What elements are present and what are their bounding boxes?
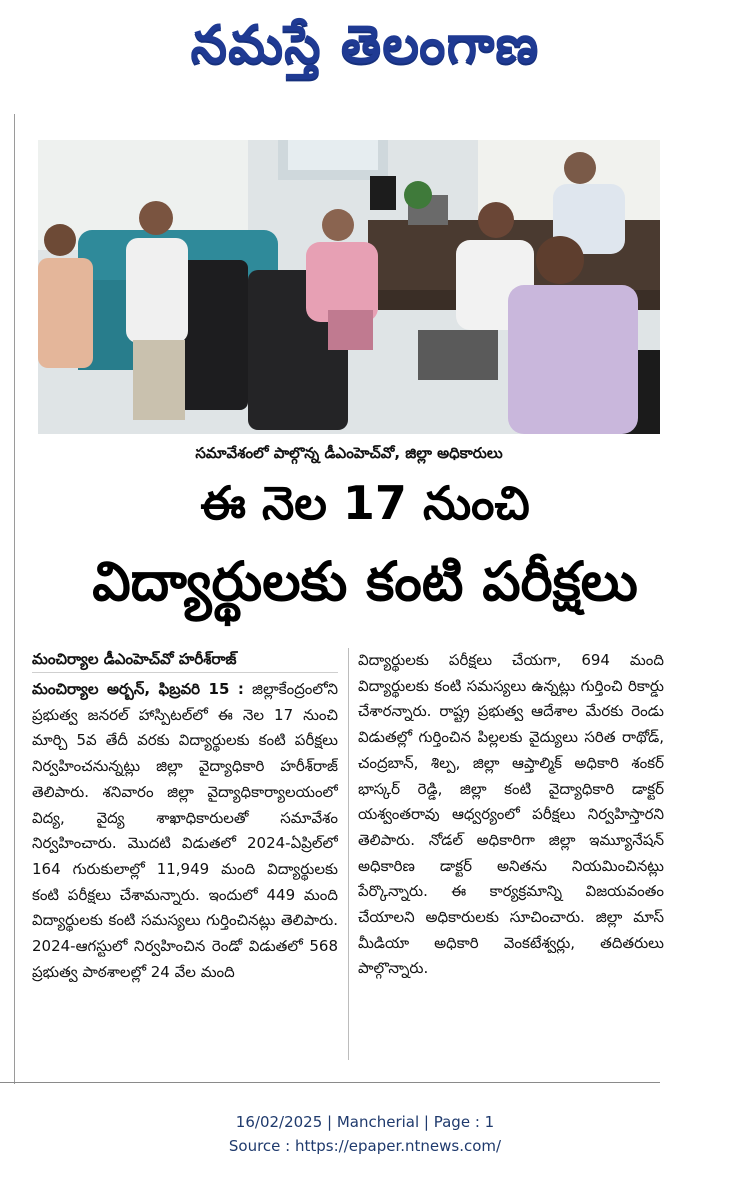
headline-line-2: విద్యార్థులకు కంటి పరీక్షలు bbox=[92, 550, 638, 613]
masthead bbox=[0, 0, 730, 90]
news-photo bbox=[38, 140, 660, 434]
bottom-rule bbox=[0, 1082, 660, 1083]
headline-line-1: ఈ నెల 17 నుంచి bbox=[200, 476, 530, 530]
article-column-right bbox=[358, 648, 664, 1068]
footer-source: Source : https://epaper.ntnews.com/ bbox=[228, 1137, 502, 1155]
article-column-left bbox=[32, 648, 338, 1068]
article-dateline: మంచిర్యాల అర్బన్, ఫిబ్రవరి 15 : bbox=[32, 680, 244, 698]
article-left-text: జిల్లాకేంద్రంలోని ప్రభుత్వ జనరల్ హాస్పిటల్‌లో ఈ నెల 17 నుంచి మార్చి 5వ తేదీ వరకు విద్యార్థులకు కంటి పరీక్షలు నిర్వహించనున్నట్లు జిల్లా వైద్యాధికారి హరీశ్‌రాజ్ తెలిపారు. శనివారం జిల్లా వైద్యాధికార్యాలయంలో విద్య, వైద్య శాఖాధికారులతో సమావేశం నిర్వహించారు. మొదటి విడుతలో 2024-ఏప్రిల్‌లో 164 గురుకులాల్లో 11,949 మంది విద్యార్థులకు కంటి పరీక్షలు చేశామన్నారు. ఇందులో 449 మంది విద్యార్థులకు కంటి సమస్యలు గుర్తించినట్లు తెలిపారు. 2024-ఆగస్టులో నిర్వహించిన రెండో విడుతలో 568 ప్రభుత్వ పాఠశాలల్లో 24 వేల మంది bbox=[32, 680, 338, 981]
article-right-text: విద్యార్థులకు పరీక్షలు చేయగా, 694 మంది విద్యార్థులకు కంటి సమస్యలు ఉన్నట్లు గుర్తించి రికార్డు చేశారన్నారు. రాష్ట్ర ప్రభుత్వ ఆదేశాల మేరకు రెండు విడుతల్లో గుర్తించిన పిల్లలకు వైద్యులు సరిత రాథోడ్, చంద్రబాన్, శిల్ప, జిల్లా ఆప్తాల్మిక్ అధికారి శంకర్ భాస్కర్ రెడ్డి, జిల్లా కంటి వైద్యాధికారి డాక్టర్ యశ్వంతరావు ఆధ్వర్యంలో పరీక్షలు నిర్వహిస్తారని తెలిపారు. నోడల్ అధికారిగా జిల్లా ఇమ్యూనేషన్ అధికారిణ డాక్టర్ అనితను నియమించినట్లు పేర్కొన్నారు. ఈ కార్యక్రమాన్ని విజయవంతం చేయాలని అధికారులకు సూచించారు. జిల్లా మాస్ మీడియా అధికారి వెంకటేశ్వర్లు, తదితరులు పాల్గొన్నారు. bbox=[358, 651, 664, 978]
footer-date-edition: 16/02/2025 | Mancherial | Page : 1 bbox=[235, 1113, 495, 1131]
column-divider bbox=[348, 648, 349, 1060]
photo-caption: సమావేశంలో పాల్గొన్న డీఎంహెచ్‌వో, జిల్లా అధికారులు bbox=[195, 444, 503, 462]
article-byline: మంచిర్యాల డీఎంహెచ్‌వో హరీశ్‌రాజ్ bbox=[32, 648, 338, 673]
newspaper-title: నమస్తే తెలంగాణ bbox=[190, 15, 540, 75]
article-body bbox=[32, 648, 664, 1068]
meeting-photo-icon bbox=[38, 140, 660, 434]
left-column-rule bbox=[14, 114, 15, 1084]
